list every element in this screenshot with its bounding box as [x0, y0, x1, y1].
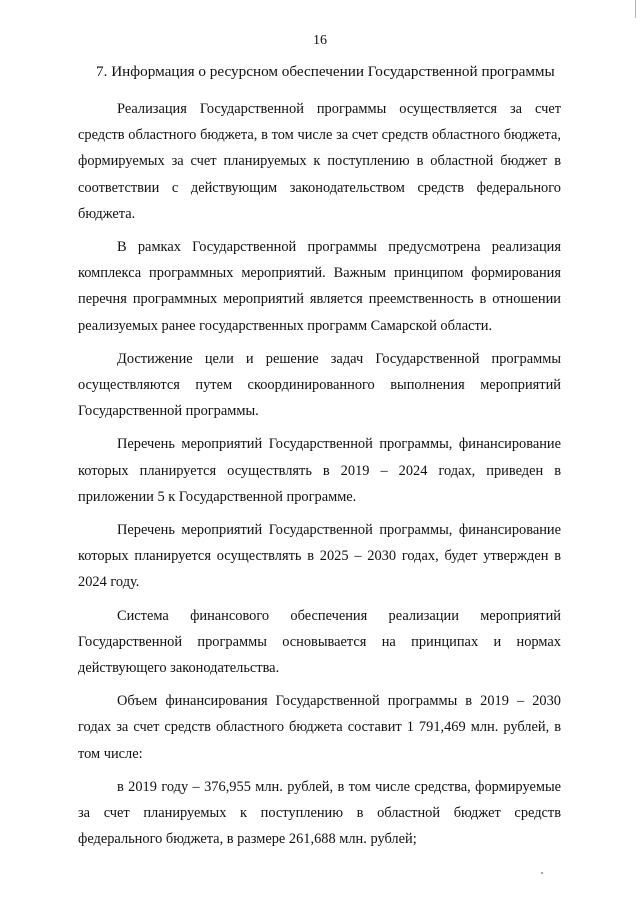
body-text [78, 96, 561, 859]
scan-artifact-dot [541, 872, 543, 874]
paragraph-measures-2019-2024: Перечень мероприятий Государственной программы, финансирование которых планируется осуществлять в 2019 – 2024 годах, приведен в приложении 5 к Государственной программе. [78, 436, 561, 505]
scan-artifact-mark [635, 0, 636, 18]
paragraph-goal-achievement: Достижение цели и решение задач Государственной программы осуществляются путем скоординированного выполнения мероприятий Государственной программы. [78, 350, 561, 420]
paragraph-year-2019: в 2019 году – 376,955 млн. рублей, в том числе средства, формируемые за счет планируемых к поступлению в областной бюджет средств федерального бюджета, в размере 261,688 млн. рублей; [78, 778, 561, 848]
paragraph-financing-system: Система финансового обеспечения реализации мероприятий Государственной программы основывается на принципах и нормах действующего законодательства. [78, 607, 561, 677]
paragraph-program-measures: В рамках Государственной программы предусмотрена реализация комплекса программных мероприятий. Важным принципом формирования перечня программных мероприятий является преемственность в отношении реализуемых ранее государственных программ Самарской области. [78, 239, 561, 334]
paragraph-measures-2025-2030: Перечень мероприятий Государственной программы, финансирование которых планируется осуществлять в 2025 – 2030 годах, будет утвержден в 2024 году. [78, 522, 561, 591]
page-number: 16 [313, 33, 327, 48]
section-heading: 7. Информация о ресурсном обеспечении Государственной программы [96, 63, 555, 80]
paragraph-total-volume: Объем финансирования Государственной программы в 2019 – 2030 годах за счет средств областного бюджета составит 1 791,469 млн. рублей, в том числе: [78, 693, 561, 762]
paragraph-funding-sources: Реализация Государственной программы осуществляется за счет средств областного бюджета, в том числе за счет средств областного бюджета, формируемых за счет планируемых к поступлению в областной бюджет в соответствии с действующим законодательством средств федерального бюджета. [78, 101, 561, 222]
